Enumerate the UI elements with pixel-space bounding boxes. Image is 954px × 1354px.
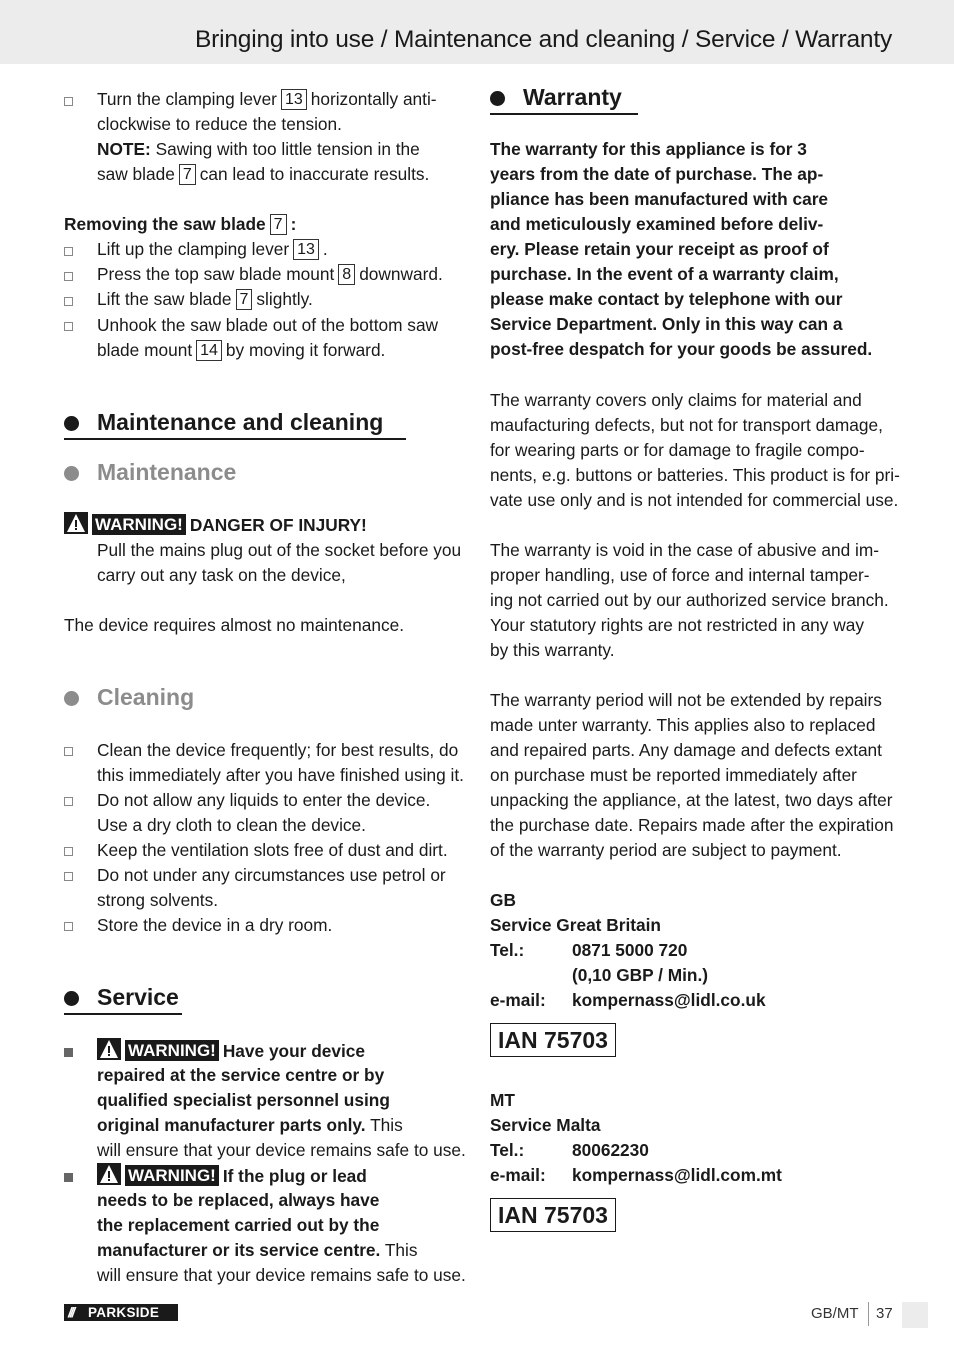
page-header-title: Bringing into use / Maintenance and cleaning / Service / Warranty: [195, 26, 892, 53]
service-warning-1-cont: original manufacturer parts only. This: [97, 1115, 403, 1135]
service-warning-1-cont: repaired at the service centre or by: [97, 1065, 385, 1085]
ref-number: 8: [338, 264, 355, 285]
text-line: the purchase date. Repairs made after the expiration: [490, 815, 894, 835]
list-item: Press the top saw blade mount 8 downward.: [97, 264, 443, 284]
service-name-mt: Service Malta: [490, 1115, 601, 1135]
list-item: Keep the ventilation slots free of dust and dirt.: [97, 840, 448, 860]
service-warning-1-cont: qualified specialist personnel using: [97, 1090, 390, 1110]
text-line: made unter warranty. This applies also to replaced: [490, 715, 876, 735]
list-item-cont: strong solvents.: [97, 890, 219, 910]
section-heading-maintenance-cleaning: Maintenance and cleaning: [97, 409, 384, 435]
text-line: The warranty for this appliance is for 3: [490, 139, 807, 159]
bullet-square: [64, 272, 73, 281]
footer-tab-box: [902, 1302, 928, 1328]
ian-box-gb: IAN 75703: [490, 1023, 616, 1057]
service-warning-2-cont: the replacement carried out by the: [97, 1215, 380, 1235]
bullet-square: [64, 297, 73, 306]
removing-heading: Removing the saw blade 7 :: [64, 214, 297, 234]
warning-triangle-icon: [64, 512, 88, 534]
list-item: Clean the device frequently; for best results, do: [97, 740, 459, 760]
bullet-square: [64, 322, 73, 331]
text-line: ery. Please retain your receipt as proof of: [490, 239, 829, 259]
email-mt: kompernass@lidl.com.mt: [572, 1165, 782, 1185]
text-line: Service Department. Only in this way can a: [490, 314, 843, 334]
text-line: and meticulously examined before deliv-: [490, 214, 824, 234]
list-item-cont: blade mount 14 by moving it forward.: [97, 340, 386, 360]
subsection-heading-maintenance: Maintenance: [97, 459, 237, 485]
warning-badge: WARNING!: [92, 514, 186, 535]
text-line: nents, e.g. buttons or batteries. This product is for pri-: [490, 465, 900, 485]
tel-number-mt: 80062230: [572, 1140, 649, 1160]
service-warning-2: WARNING! If the plug or lead: [97, 1163, 469, 1189]
note: NOTE: Sawing with too little tension in the: [97, 139, 420, 159]
service-warning-2-cont: needs to be replaced, always have: [97, 1190, 380, 1210]
text-line: and repaired parts. Any damage and defects extant: [490, 740, 882, 760]
section-bullet-dot: [490, 91, 505, 106]
paragraph: The device requires almost no maintenance.: [64, 615, 405, 635]
text-line: pliance has been manufactured with care: [490, 189, 829, 209]
text-line: on purchase must be reported immediately after: [490, 765, 857, 785]
list-item: Unhook the saw blade out of the bottom saw: [97, 315, 439, 335]
text-line: post-free despatch for your goods be assured.: [490, 339, 873, 359]
section-heading-service: Service: [97, 984, 179, 1010]
text-line: The warranty is void in the case of abusive and im-: [490, 540, 880, 560]
ian-box-mt: IAN 75703: [490, 1198, 616, 1232]
text-line: of the warranty period are subject to payment.: [490, 840, 842, 860]
list-item: Do not allow any liquids to enter the device.: [97, 790, 431, 810]
bullet-square: [64, 922, 73, 931]
section-bullet-dot: [64, 991, 79, 1006]
warning-line: WARNING! DANGER OF INJURY!: [64, 512, 367, 538]
section-bullet-dot: [64, 416, 79, 431]
text-line: ing not carried out by our authorized service branch.: [490, 590, 889, 610]
page-number: 37: [876, 1305, 893, 1322]
text-line: purchase. In the event of a warranty claim,: [490, 264, 839, 284]
list-item: Turn the clamping lever 13 horizontally anti-: [97, 89, 437, 109]
text-line: please make contact by telephone with our: [490, 289, 843, 309]
text-line: The warranty covers only claims for material and: [490, 390, 862, 410]
tel-label: Tel.:: [490, 940, 525, 960]
ref-number: 13: [281, 89, 307, 110]
section-heading-warranty: Warranty: [523, 84, 622, 110]
footer-language: GB/MT: [811, 1305, 859, 1322]
ref-number: 7: [179, 164, 196, 185]
note-cont: saw blade 7 can lead to inaccurate results.: [97, 164, 430, 184]
service-name-gb: Service Great Britain: [490, 915, 661, 935]
text-line: unpacking the appliance, at the latest, two days after: [490, 790, 893, 810]
list-item: Do not under any circumstances use petrol or: [97, 865, 446, 885]
tel-rate-gb: (0,10 GBP / Min.): [572, 965, 709, 985]
bullet-square: [64, 747, 73, 756]
warning-badge: WARNING!: [125, 1040, 219, 1061]
country-code-gb: GB: [490, 890, 516, 910]
heading-underline: [64, 1013, 182, 1015]
bullet-square: [64, 872, 73, 881]
ref-number: 14: [196, 340, 222, 361]
bullet-square: [64, 797, 73, 806]
tel-number-gb: 0871 5000 720: [572, 940, 688, 960]
subsection-heading-cleaning: Cleaning: [97, 684, 195, 710]
text-line: vate use only and is not intended for commercial use.: [490, 490, 899, 510]
service-warning-2-cont: manufacturer or its service centre. This: [97, 1240, 418, 1260]
text-line: The warranty period will not be extended by repairs: [490, 690, 882, 710]
list-item: Store the device in a dry room.: [97, 915, 333, 935]
subsection-bullet-dot: [64, 466, 79, 481]
text-line: Your statutory rights are not restricted in any way: [490, 615, 864, 635]
bullet-square: [64, 247, 73, 256]
service-warning-1: WARNING! Have your device: [97, 1038, 469, 1064]
country-code-mt: MT: [490, 1090, 515, 1110]
email-gb: kompernass@lidl.co.uk: [572, 990, 766, 1010]
heading-underline: [490, 113, 638, 115]
footer-divider: [868, 1302, 869, 1326]
list-item-cont: Use a dry cloth to clean the device.: [97, 815, 366, 835]
subsection-bullet-dot: [64, 691, 79, 706]
heading-underline: [64, 438, 406, 440]
warning-badge: WARNING!: [125, 1165, 219, 1186]
bullet-square: [64, 97, 73, 106]
text-line: for wearing parts or for damage to fragile compo-: [490, 440, 865, 460]
text-line: maufacturing defects, but not for transport damage,: [490, 415, 883, 435]
bullet-filled-square: [64, 1048, 73, 1057]
list-item: Lift the saw blade 7 slightly.: [97, 289, 313, 309]
warning-triangle-icon: [97, 1163, 121, 1185]
text-line: proper handling, use of force and internal tamper-: [490, 565, 870, 585]
ref-number: 7: [236, 289, 253, 310]
ref-number: 7: [270, 214, 287, 235]
email-label: e-mail:: [490, 990, 546, 1010]
service-warning-2-cont: will ensure that your device remains safe to use.: [97, 1265, 466, 1285]
parkside-logo: /// PARKSIDE: [64, 1304, 178, 1321]
ref-number: 13: [293, 239, 319, 260]
text-line: by this warranty.: [490, 640, 615, 660]
warning-text: Pull the mains plug out of the socket before you: [97, 540, 462, 560]
text-line: years from the date of purchase. The ap-: [490, 164, 824, 184]
warning-text-cont: carry out any task on the device,: [97, 565, 346, 585]
service-warning-1-cont: will ensure that your device remains safe to use.: [97, 1140, 466, 1160]
list-item-cont: clockwise to reduce the tension.: [97, 114, 342, 134]
list-item-cont: this immediately after you have finished using it.: [97, 765, 464, 785]
list-item: Lift up the clamping lever 13 .: [97, 239, 328, 259]
bullet-filled-square: [64, 1173, 73, 1182]
warning-triangle-icon: [97, 1038, 121, 1060]
tel-label: Tel.:: [490, 1140, 525, 1160]
email-label: e-mail:: [490, 1165, 546, 1185]
bullet-square: [64, 847, 73, 856]
